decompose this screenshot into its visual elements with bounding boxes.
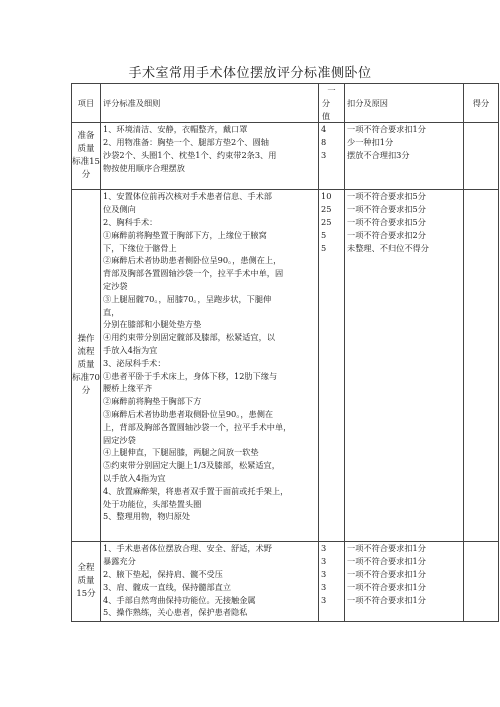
section-category-process (72, 190, 101, 542)
section-category-prep (72, 123, 101, 190)
standard-line: ②麻醉前将胸垫于胸部下方 (103, 396, 202, 407)
category-line: 分 (81, 386, 91, 397)
standard-line: ④上腿伸直，下腿屈膝，两腿之间放一软垫 (103, 447, 259, 458)
score-value: 25 (321, 204, 332, 215)
standard-lines (103, 190, 316, 523)
standard-line: ⑤约束带分别固定大腿上1/3及膝部，松紧适宜， (103, 460, 280, 471)
standard-line: 手放入4指为宜 (103, 344, 158, 355)
deduction-lines (347, 123, 461, 161)
standard-line: 上，背部及胸部各置圆轴沙袋一个，拉平手术中单， (103, 421, 292, 432)
header-row (72, 84, 499, 123)
category-line: 质量 (77, 144, 95, 155)
section-deductions-prep (345, 123, 464, 190)
score-value: 10 (321, 191, 332, 202)
standard-line: 位及侧向 (103, 204, 136, 215)
header-score: 一 分值 (319, 84, 345, 123)
deduction-line: 一项不符合要求扣5分 (347, 216, 426, 227)
standard-lines (103, 542, 316, 619)
header-standard: 评分标准及细则 (101, 84, 319, 123)
standard-line: 处于功能位，头部垫置头圈 (103, 498, 202, 509)
deduction-line: 少一种扣1分 (347, 137, 394, 148)
standard-line: ①麻醉前将胸垫置于胸部下方，上缘位于腋窝 (103, 229, 267, 240)
standard-line: 以手放入4指为宜 (103, 472, 166, 483)
section-scores-process (319, 190, 345, 542)
standard-line: 3、肩、髋成一直线，保持髓部直立 (103, 581, 232, 592)
standard-line: 2、胸科手术： (103, 216, 158, 227)
deduction-lines (347, 190, 461, 254)
standard-line: 背部及胸部各置圆轴沙袋一个，拉平手术中单，固 (103, 268, 284, 279)
score-value: 3 (321, 556, 327, 567)
deduction-lines (347, 542, 461, 606)
standard-line: ④用约束带分别固定髋部及膝部，松紧适宜，以 (103, 332, 275, 343)
section-standard-overall (101, 542, 319, 622)
standard-line: 3、泌尿科手术： (103, 357, 166, 368)
score-lines (321, 123, 342, 161)
section-row-overall (72, 542, 499, 622)
category-line: 准备 (77, 131, 95, 142)
standard-line: ①患者平卧于手术床上，身体下移，12肋下缘与 (103, 370, 278, 381)
deduction-line: 一项不符合要求扣5分 (347, 191, 426, 202)
section-deductions-process (345, 190, 464, 542)
score-value: 8 (321, 137, 327, 148)
section-category-overall (72, 542, 101, 622)
section-result-prep (464, 123, 499, 190)
header-result: 得分 (464, 84, 499, 123)
category-line: 操作 (77, 334, 95, 345)
deduction-line: 一项不符合要求扣1分 (347, 556, 426, 567)
score-value: 5 (321, 242, 327, 253)
score-value: 5 (321, 229, 327, 240)
standard-line: 定沙袋 (103, 280, 128, 291)
deduction-line: 一项不符合要求扣1分 (347, 568, 426, 579)
deduction-line: 摆放不合理扣3分 (347, 149, 410, 160)
category-line: 标准70 (72, 373, 100, 384)
category-line: 分 (81, 170, 91, 181)
standard-line: 1、环境清洁、安静，衣帽整齐，戴口罩 (103, 124, 248, 135)
scoring-table (71, 83, 499, 622)
score-lines (321, 190, 342, 254)
standard-line: 物按使用顺序合理摆放 (103, 162, 185, 173)
category-line: 质量 (77, 576, 95, 587)
standard-line: 沙袋2个、头圈1个、枕垫1个、约束带2条3、用 (103, 149, 277, 160)
category-lines (72, 333, 100, 398)
deduction-line: 一项不符合要求扣2分 (347, 229, 426, 240)
standard-line: 4、手部自然弯曲保持功能位。无接触金属 (103, 594, 256, 605)
deduction-line: 一项不符合要求扣1分 (347, 594, 426, 605)
category-line: 质量 (77, 360, 95, 371)
section-row-prep (72, 123, 499, 190)
header-deduction: 扣分及原因 (345, 84, 464, 123)
standard-line: 分别在膝部和小腿处垫方垫 (103, 319, 202, 330)
page-title: 手术室常用手术体位摆放评分标准侧卧位 (128, 66, 372, 81)
header-score-label: 分值 (321, 97, 331, 121)
section-scores-overall (319, 542, 345, 622)
category-lines (72, 130, 100, 182)
score-value: 3 (321, 543, 327, 554)
category-lines (72, 562, 100, 601)
standard-line: 1、安置体位前再次核对手术患者信息、手术部 (103, 191, 272, 202)
section-scores-prep (319, 123, 345, 190)
header-item: 项目 (72, 84, 101, 123)
category-line: 标准15 (72, 157, 100, 168)
standard-line: 下，下缘位于髂骨上 (103, 242, 177, 253)
standard-line: 1、手术患者体位摆放合理、安全、舒适，术野 (103, 543, 272, 554)
section-deductions-overall (345, 542, 464, 622)
score-value: 3 (321, 568, 327, 579)
section-result-overall (464, 542, 499, 622)
standard-lines (103, 123, 316, 174)
score-value: 25 (321, 216, 332, 227)
standard-line: 暴露充分 (103, 556, 136, 567)
standard-line: 5、整理用物，物归原处 (103, 511, 191, 522)
section-standard-prep (101, 123, 319, 190)
score-value: 3 (321, 581, 327, 592)
standard-line: 2、腋下垫起，保持肩、髋不受压 (103, 568, 223, 579)
standard-line: ③麻醉后术者协助患者取侧卧位呈90。，患侧在 (103, 408, 274, 419)
standard-line: ②麻醉后术者协助患者侧卧位呈90。，患侧在上， (103, 255, 282, 266)
section-row-process (72, 190, 499, 542)
standard-line: 5、操作熟练，关心患者，保护患者隐私 (103, 607, 248, 618)
deduction-line: 一项不符合要求扣1分 (347, 543, 426, 554)
deduction-line: 一项不符合要求扣1分 (347, 124, 426, 135)
deduction-line: 一项不符合要求扣5分 (347, 204, 426, 215)
section-result-process (464, 190, 499, 542)
standard-line: 4、放置麻醉架，将患者双手置于面前或托手架上， (103, 485, 289, 496)
standard-line: ③上腿屈髋70。，屈膝70。，呈跑步状，下腿伸 (103, 293, 272, 304)
category-line: 15分 (76, 589, 96, 600)
score-lines (321, 542, 342, 606)
standard-line: 直， (103, 306, 120, 317)
deduction-line: 一项不符合要求扣1分 (347, 581, 426, 592)
standard-line: 固定沙袋 (103, 434, 136, 445)
section-standard-process (101, 190, 319, 542)
score-value: 4 (321, 124, 327, 135)
category-line: 全程 (77, 563, 95, 574)
standard-line: 腰桥上缘平齐 (103, 383, 153, 394)
deduction-line: 未整理、不归位不得分 (347, 242, 429, 253)
standard-line: 2、用物准备：胸垫一个、腿部方垫2个、圆轴 (103, 137, 269, 148)
score-value: 3 (321, 594, 327, 605)
score-value: 3 (321, 149, 327, 160)
category-line: 流程 (77, 347, 95, 358)
